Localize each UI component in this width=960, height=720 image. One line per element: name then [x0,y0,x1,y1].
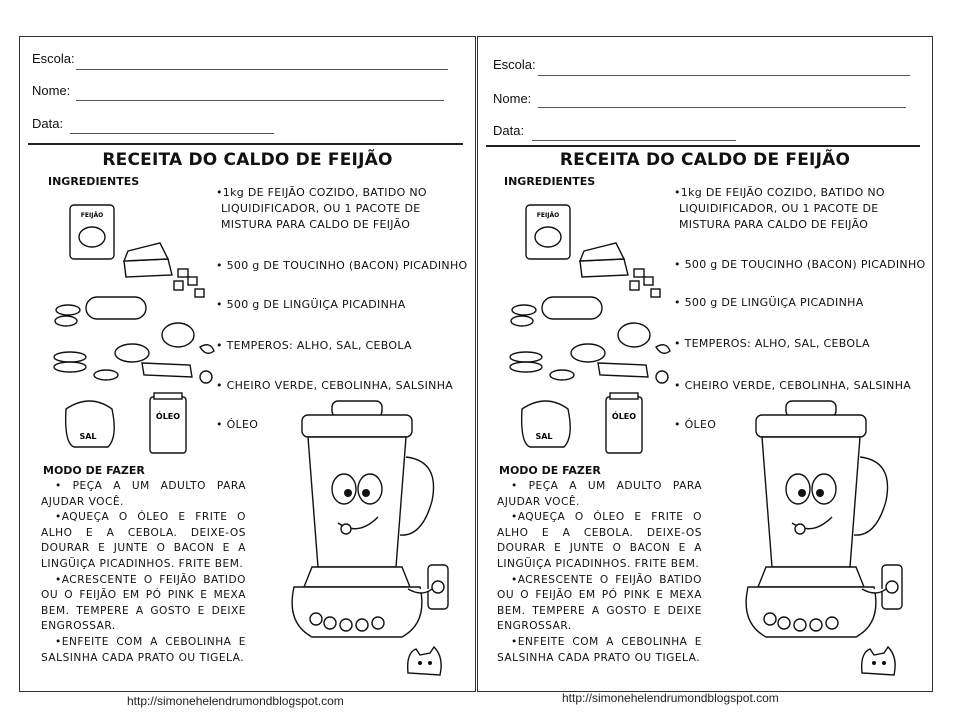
cat-doodle-illustration [856,643,906,683]
ingredients-heading: INGREDIENTES [504,175,596,188]
name-line[interactable] [76,100,444,101]
footer-url-left[interactable]: http://simonehelendrumondblogspot.com [127,694,344,708]
method-steps [41,479,246,666]
ingredients-heading: INGREDIENTES [48,175,140,188]
ingredient-sausage: • 500 g DE LINGÜIÇA PICADINHA [216,298,406,311]
date-label: Data: [493,123,525,138]
svg-text:ÓLEO: ÓLEO [155,412,181,421]
school-label: Escola: [493,57,536,72]
method-step: •ENFEITE COM A CEBOLINHA E SALSINHA CADA PRATO OU TIGELA. [41,635,246,664]
recipe-title: RECEITA DO CALDO DE FEIJÃO [559,150,851,170]
school-line[interactable] [76,69,448,70]
ingredient-herbs: • CHEIRO VERDE, CEBOLINHA, SALSINHA [216,379,454,392]
divider [28,143,463,145]
ingredient-oil: • ÓLEO [216,418,259,431]
svg-text:SAL: SAL [535,432,553,441]
bean-package-illustration [70,205,114,259]
name-label: Nome: [32,83,71,98]
ingredient-oil: • ÓLEO [674,418,717,431]
method-heading: MODO DE FAZER [499,464,601,477]
recipe-worksheet-right [477,36,933,692]
method-step: •ACRESCENTE O FEIJÃO BATIDO OU O FEIJÃO EM PÓ PINK E MEXA BEM. TEMPERE A GOSTO E DEIXE ENGROSSAR. [41,573,246,633]
ingredient-bacon: • 500 g DE TOUCINHO (BACON) PICADINHO [216,259,468,272]
bacon-illustration [580,243,660,297]
sausage-illustration [511,297,602,326]
sausage-illustration [55,297,146,326]
recipe-title: RECEITA DO CALDO DE FEIJÃO [102,150,393,170]
ingredient-illustrations [506,197,706,467]
svg-text:FEIJÃO: FEIJÃO [536,212,560,219]
bean-package-illustration [526,205,570,259]
date-label: Data: [32,116,64,131]
date-line[interactable] [532,140,736,141]
method-steps [497,479,702,666]
svg-text:ÓLEO: ÓLEO [611,412,637,421]
salt-bag-illustration [66,401,115,447]
method-step: • PEÇA A UM ADULTO PARA AJUDAR VOCÊ. [497,480,702,508]
recipe-worksheet-left [19,36,476,692]
herbs-illustration [598,363,668,383]
name-label: Nome: [493,91,532,106]
method-step: •AQUEÇA O ÓLEO E FRITE O ALHO E A CEBOLA. DEIXE-OS DOURAR E JUNTE O BACON E A LINGÜIÇA PICADINHOS. FRITE BEM. [41,511,246,570]
svg-text:SAL: SAL [79,432,97,441]
svg-text:FEIJÃO: FEIJÃO [80,212,104,219]
ingredient-sausage: • 500 g DE LINGÜIÇA PICADINHA [674,296,864,309]
oil-can-illustration [606,393,642,453]
herbs-illustration [142,363,212,383]
oil-can-illustration [150,393,186,453]
bacon-illustration [124,243,204,297]
ingredient-illustrations [50,197,250,467]
ingredient-bacon: • 500 g DE TOUCINHO (BACON) PICADINHO [674,258,926,271]
method-step: •AQUEÇA O ÓLEO E FRITE O ALHO E A CEBOLA. DEIXE-OS DOURAR E JUNTE O BACON E A LINGÜIÇA PICADINHOS. FRITE BEM. [497,511,702,570]
date-line[interactable] [70,133,274,134]
school-line[interactable] [538,75,910,76]
ingredient-herbs: • CHEIRO VERDE, CEBOLINHA, SALSINHA [674,379,912,392]
footer-url-right[interactable]: http://simonehelendrumondblogspot.com [562,691,779,705]
method-heading: MODO DE FAZER [43,464,145,477]
method-step: •ENFEITE COM A CEBOLINHA E SALSINHA CADA PRATO OU TIGELA. [497,635,702,664]
ingredient-seasoning: • TEMPEROS: ALHO, SAL, CEBOLA [216,339,412,352]
divider [486,145,920,147]
blender-mascot-illustration [272,397,452,657]
blender-mascot-illustration [726,397,906,657]
name-line[interactable] [538,107,906,108]
ingredient-seasoning: • TEMPEROS: ALHO, SAL, CEBOLA [674,337,870,350]
school-label: Escola: [32,51,75,66]
salt-bag-illustration [522,401,571,447]
ingredient-beans: •1kg DE FEIJÃO COZIDO, BATIDO NO LIQUIDIFICADOR, OU 1 PACOTE DE MISTURA PARA CALDO DE FEIJÃO [216,186,427,231]
cat-doodle-illustration [402,643,452,683]
ingredient-beans: •1kg DE FEIJÃO COZIDO, BATIDO NO LIQUIDIFICADOR, OU 1 PACOTE DE MISTURA PARA CALDO DE FEIJÃO [674,186,885,231]
method-step: •ACRESCENTE O FEIJÃO BATIDO OU O FEIJÃO EM PÓ PINK E MEXA BEM. TEMPERE A GOSTO E DEIXE ENGROSSAR. [497,573,702,633]
method-step: • PEÇA A UM ADULTO PARA AJUDAR VOCÊ. [41,480,246,508]
